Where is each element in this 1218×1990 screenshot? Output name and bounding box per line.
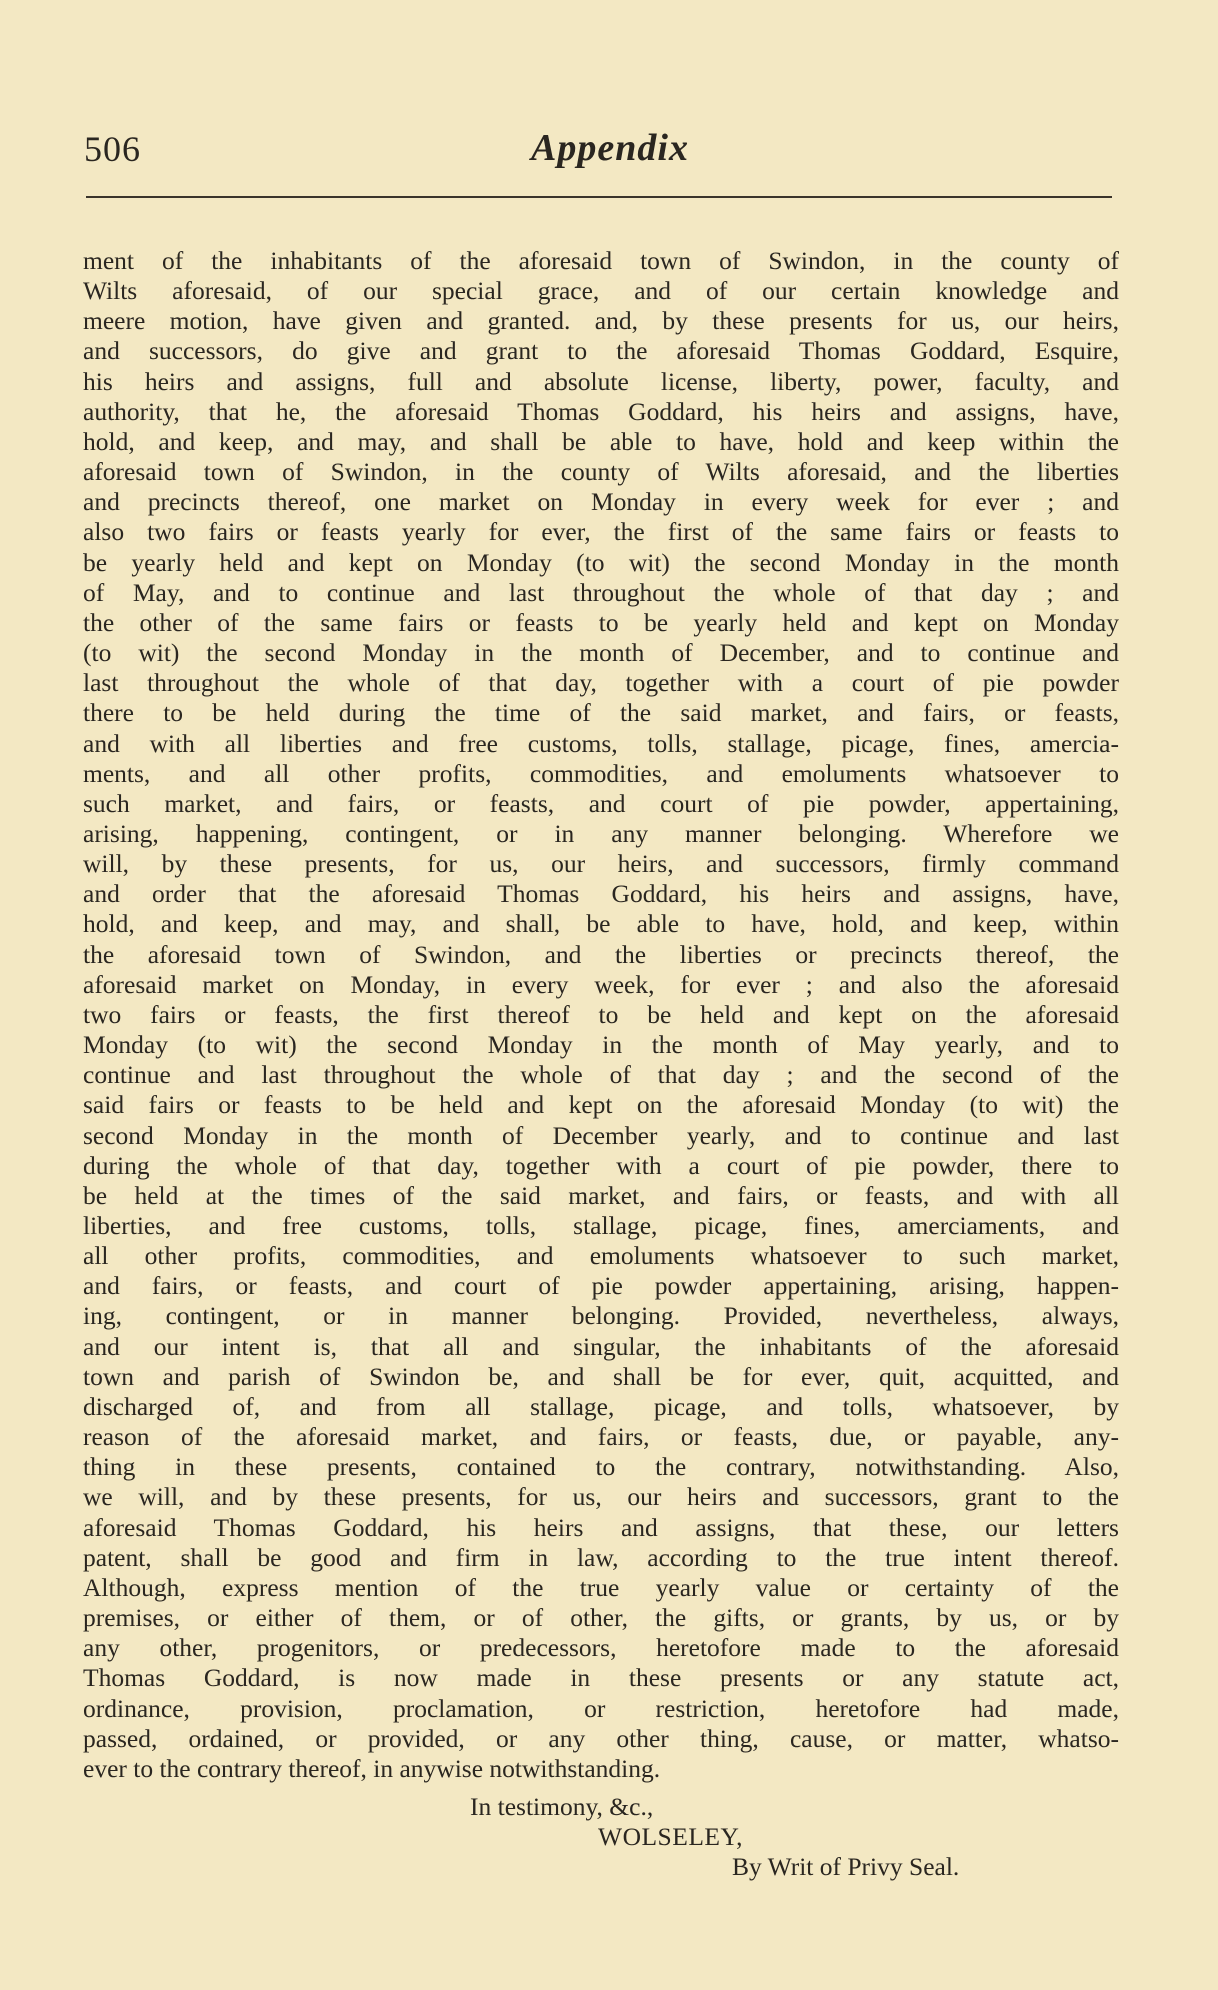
text-line: the aforesaid town of Swindon, and the liberties or precincts thereof, the [83,939,1119,969]
text-line: meere motion, have given and granted. and, by these presents for us, our heirs, [83,306,1119,336]
text-line: any other, progenitors, or predecessors, heretofore made to the aforesaid [83,1633,1119,1663]
text-line: reason of the aforesaid market, and fairs, or feasts, due, or payable, any- [83,1422,1119,1452]
text-line: Wilts aforesaid, of our special grace, and of our certain knowledge and [83,276,1119,306]
text-line: ments, and all other profits, commodities, and emoluments whatsoever to [83,758,1119,788]
text-line: his heirs and assigns, full and absolute license, liberty, power, faculty, and [83,366,1119,396]
signer-name: WOLSELEY, [598,1822,743,1851]
text-line: arising, happening, contingent, or in any manner belonging. Wherefore we [83,818,1119,848]
text-line: ment of the inhabitants of the aforesaid town of Swindon, in the county of [83,246,1119,275]
text-line: the other of the same fairs or feasts to be yearly held and kept on Monday [83,607,1119,637]
text-line: ordinance, provision, proclamation, or restriction, heretofore had made, [83,1693,1119,1723]
text-line: continue and last throughout the whole of that day ; and the second of the [83,1060,1119,1090]
text-line: hold, and keep, and may, and shall be able to have, hold and keep within the [83,426,1119,456]
text-line: ing, contingent, or in manner belonging. Provided, nevertheless, always, [83,1301,1119,1331]
text-line: aforesaid market on Monday, in every week, for ever ; and also the aforesaid [83,969,1119,999]
text-line: and fairs, or feasts, and court of pie powder appertaining, arising, happen- [83,1271,1119,1301]
text-line: also two fairs or feasts yearly for ever, the first of the same fairs or feasts to [83,517,1119,547]
text-line: (to wit) the second Monday in the month of December, and to continue and [83,638,1119,668]
body-text [83,246,1119,1784]
text-line: and successors, do give and grant to the aforesaid Thomas Goddard, Esquire, [83,336,1119,366]
text-line: second Monday in the month of December yearly, and to continue and last [83,1120,1119,1150]
header-rule [86,196,1112,198]
text-line: Although, express mention of the true yearly value or certainty of the [83,1572,1119,1602]
text-line: during the whole of that day, together with a court of pie powder, there to [83,1150,1119,1180]
text-line: last throughout the whole of that day, together with a court of pie powder [83,668,1119,698]
text-line: we will, and by these presents, for us, our heirs and successors, grant to the [83,1482,1119,1512]
text-line: discharged of, and from all stallage, picage, and tolls, whatsoever, by [83,1391,1119,1421]
text-line: Monday (to wit) the second Monday in the month of May yearly, and to [83,1030,1119,1060]
text-line: authority, that he, the aforesaid Thomas Goddard, his heirs and assigns, have, [83,396,1119,426]
text-line: be yearly held and kept on Monday (to wit) the second Monday in the month [83,547,1119,577]
text-line: said fairs or feasts to be held and kept on the aforesaid Monday (to wit) the [83,1090,1119,1120]
text-line: of May, and to continue and last throughout the whole of that day ; and [83,577,1119,607]
text-line: such market, and fairs, or feasts, and court of pie powder, appertaining, [83,788,1119,818]
text-line: there to be held during the time of the said market, and fairs, or feasts, [83,698,1119,728]
text-line: ever to the contrary thereof, in anywise notwithstanding. [83,1753,661,1783]
text-line: all other profits, commodities, and emoluments whatsoever to such market, [83,1241,1119,1271]
text-line: patent, shall be good and firm in law, according to the true intent thereof. [83,1542,1119,1572]
text-line: hold, and keep, and may, and shall, be able to have, hold, and keep, within [83,909,1119,939]
text-line: town and parish of Swindon be, and shall be for ever, quit, acquitted, and [83,1361,1119,1391]
text-line: and precincts thereof, one market on Monday in every week for ever ; and [83,487,1119,517]
text-line: and with all liberties and free customs, tolls, stallage, picage, fines, amercia- [83,728,1119,758]
text-line: aforesaid Thomas Goddard, his heirs and assigns, that these, our letters [83,1512,1119,1542]
text-line: and order that the aforesaid Thomas Goddard, his heirs and assigns, have, [83,879,1119,909]
text-line: liberties, and free customs, tolls, stallage, picage, fines, amerciaments, and [83,1211,1119,1240]
text-line: thing in these presents, contained to the contrary, notwithstanding. Also, [83,1452,1119,1482]
text-line: two fairs or feasts, the first thereof to be held and kept on the aforesaid [83,999,1119,1029]
text-line: Thomas Goddard, is now made in these presents or any statute act, [83,1663,1119,1693]
text-line: and our intent is, that all and singular, the inhabitants of the aforesaid [83,1331,1119,1361]
text-line: passed, ordained, or provided, or any other thing, cause, or matter, whatso- [83,1723,1119,1753]
page-number: 506 [84,129,141,169]
text-line: will, by these presents, for us, our heirs, and successors, firmly command [83,849,1119,879]
running-head: Appendix [531,127,689,169]
text-line: premises, or either of them, or of other, the gifts, or grants, by us, or by [83,1603,1119,1633]
text-line: be held at the times of the said market, and fairs, or feasts, and with all [83,1180,1119,1210]
writ-line: By Writ of Privy Seal. [732,1852,960,1881]
text-line: aforesaid town of Swindon, in the county of Wilts aforesaid, and the liberties [83,457,1119,487]
testimony-line: In testimony, &c., [470,1792,654,1821]
